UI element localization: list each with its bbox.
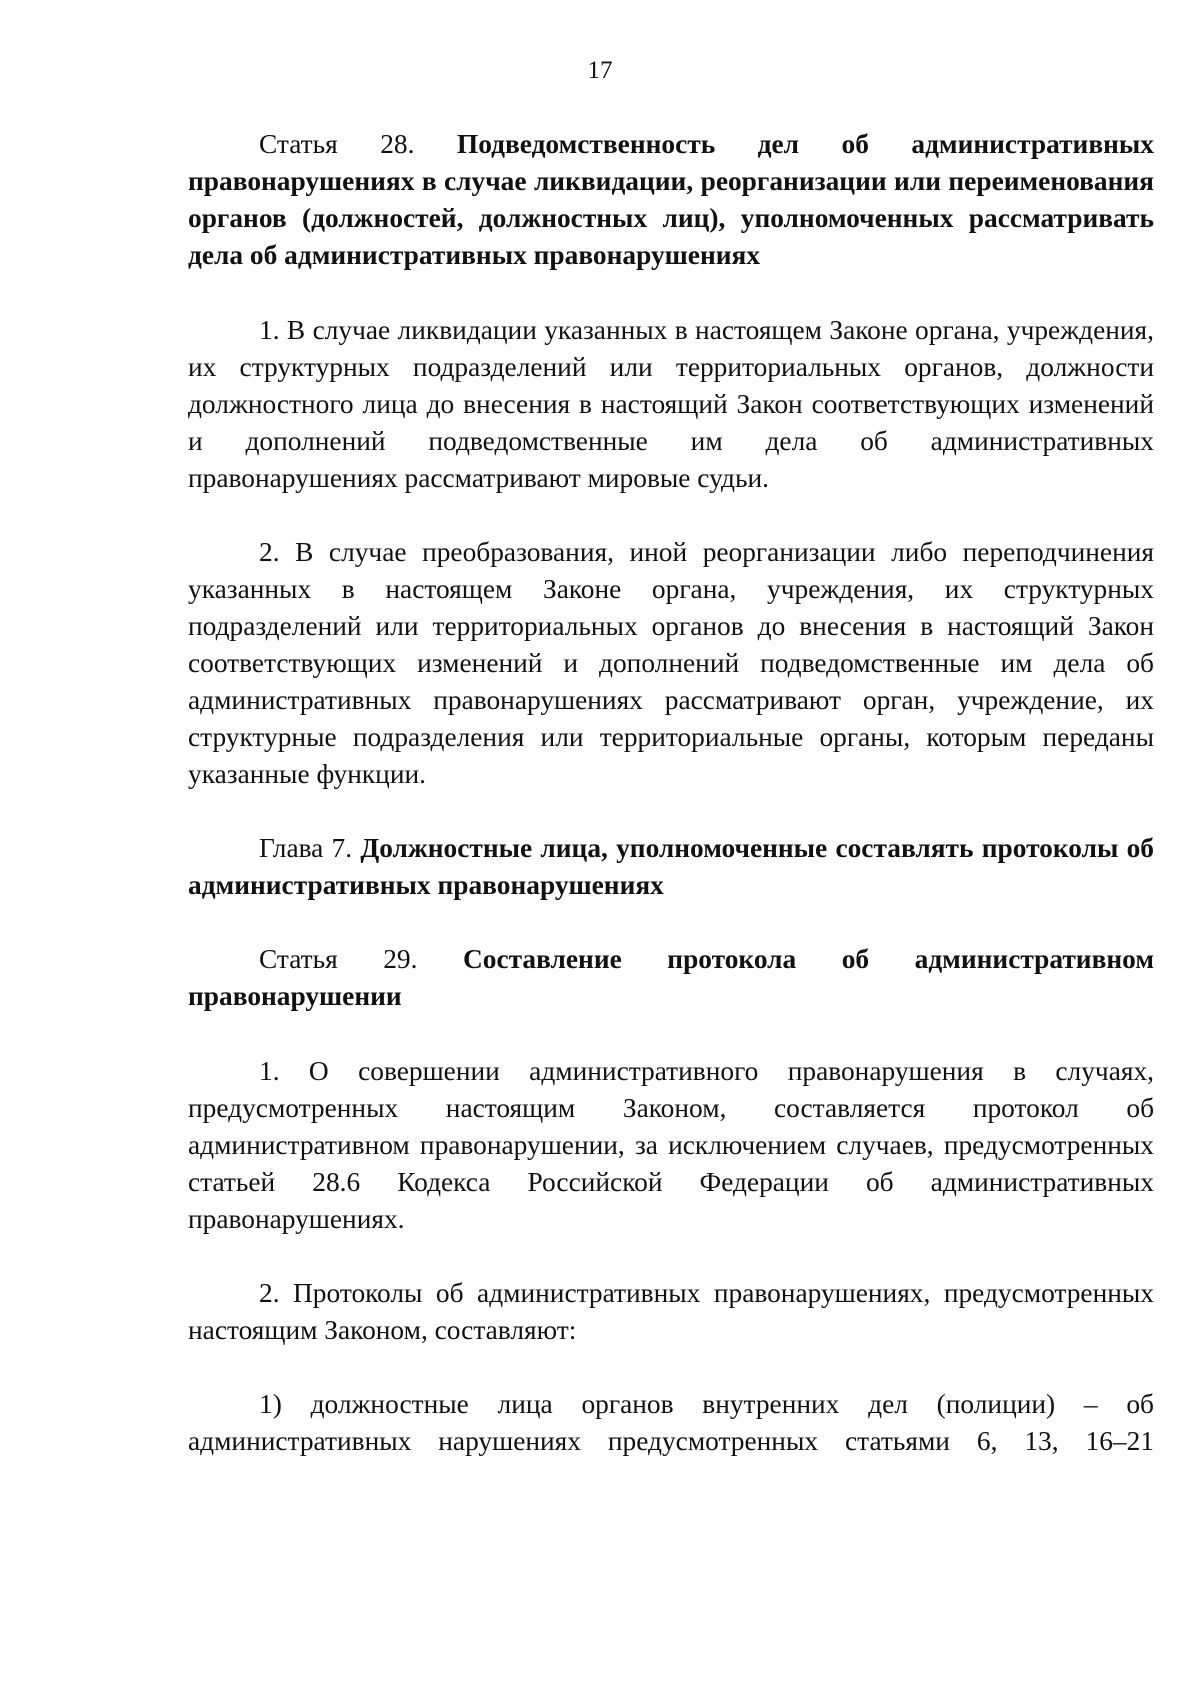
article-29-paragraph-1: 1. О совершении административного правонарушения в случаях, предусмотренных настоящим Законом, составляется протокол об административном правонарушении, за исключением случаев, предусмотренных статьей 28.6 Кодекса Российской Федерации об административных правонарушениях. xyxy=(188,1056,1154,1234)
article-28-paragraph-1: 1. В случае ликвидации указанных в настоящем Законе органа, учреждения, их структурных подразделений или территориальных органов, должности должностного лица до внесения в настоящий Закон соответствующих изменений и дополнений подведомственные им дела об административных правонарушениях рассматривают мировые судьи. xyxy=(188,315,1154,493)
article-29-heading xyxy=(188,941,1154,1015)
chapter-7-title: Должностные лица, уполномоченные составлять протоколы об административных правонарушениях xyxy=(188,833,1154,900)
page-number: 17 xyxy=(587,57,613,84)
article-29-prefix: Статья 29. xyxy=(259,944,418,974)
article-28-title: Подведомственность дел об административных правонарушениях в случае ликвидации, реорганизации или переименования органов (должностей, должностных лиц), уполномоченных рассматривать дела об административных правонарушениях xyxy=(188,129,1154,270)
article-29-paragraph-2: 2. Протоколы об административных правонарушениях, предусмотренных настоящим Законом, составляют: xyxy=(188,1278,1154,1345)
article-29-item-1: 1) должностные лица органов внутренних дел (полиции) – об административных нарушениях предусмотренных статьями 6, 13, 16–21 xyxy=(188,1389,1154,1456)
document-body xyxy=(188,126,1154,1460)
article-28-paragraph-2: 2. В случае преобразования, иной реорганизации либо переподчинения указанных в настоящем Законе органа, учреждения, их структурных подразделений или территориальных органов до внесения в настоящий Закон соответствующих изменений и дополнений подведомственные им дела об административных правонарушениях рассматривают орган, учреждение, их структурные подразделения или территориальные органы, которым переданы указанные функции. xyxy=(188,537,1154,789)
chapter-7-prefix: Глава 7. xyxy=(259,833,353,863)
article-29-title: Составление протокола об административном правонарушении xyxy=(188,944,1154,1011)
chapter-7-heading xyxy=(188,830,1154,904)
article-28-heading xyxy=(188,126,1154,274)
article-28-prefix: Статья 28. xyxy=(259,129,415,159)
